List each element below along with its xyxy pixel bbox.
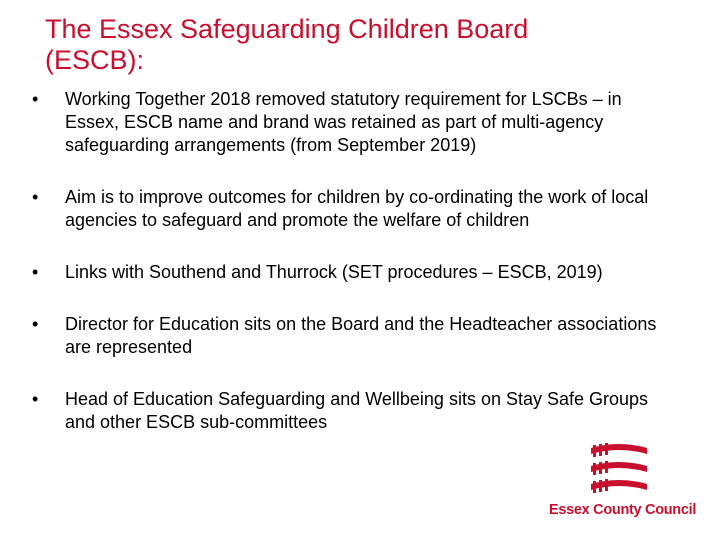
bullet-text: Links with Southend and Thurrock (SET procedures – ESCB, 2019) [65,262,603,282]
essex-county-council-logo [545,442,695,522]
bullet-item [30,186,670,232]
bullet-dot: • [32,314,39,334]
bullet-dot: • [32,389,39,409]
slide-title-line-2: (ESCB): [45,45,145,75]
bullet-item [30,88,670,157]
bullet-item [30,388,670,434]
bullet-dot: • [32,262,39,282]
bullet-text: Working Together 2018 removed statutory requirement for LSCBs – in Essex, ESCB name and brand was retained as part of multi-agency safeguarding arrangements (from September 2019) [65,89,622,155]
bullet-text: Director for Education sits on the Board and the Headteacher associations are represented [65,314,657,357]
three-seaxes-emblem-icon [587,442,651,498]
logo-wordmark: Essex County Council [549,502,697,518]
bullet-text: Head of Education Safeguarding and Wellbeing sits on Stay Safe Groups and other ESCB sub-committees [65,389,649,432]
bullet-dot: • [32,187,39,207]
bullet-text: Aim is to improve outcomes for children by co-ordinating the work of local agencies to safeguard and promote the welfare of children [65,187,649,230]
bullet-list [30,88,670,463]
bullet-item [30,313,670,359]
bullet-dot: • [32,89,39,109]
slide-title [45,14,665,76]
bullet-item [30,261,670,284]
slide-title-line-1: The Essex Safeguarding Children Board [45,14,529,44]
